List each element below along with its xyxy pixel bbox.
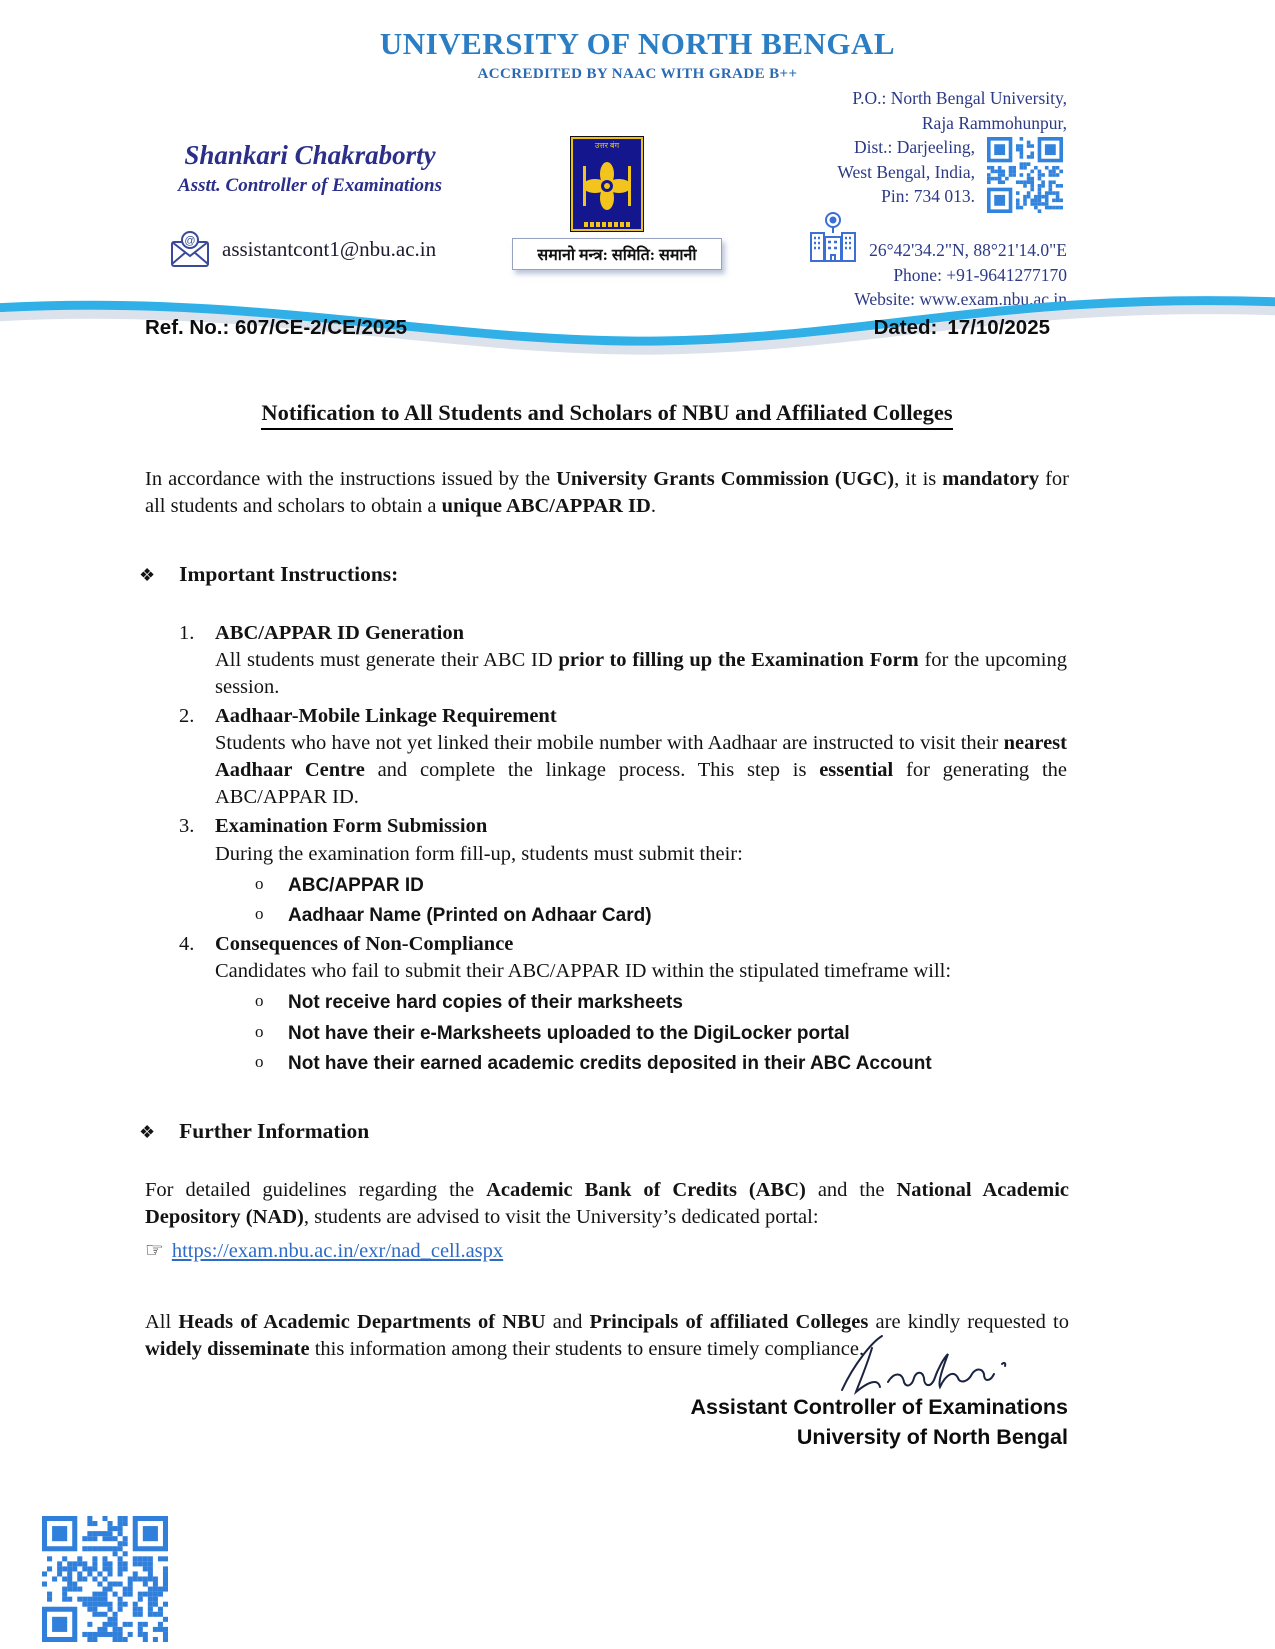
officer-name: Shankari Chakraborty (184, 140, 436, 170)
logo-top-text: उत्तर बंग (594, 141, 620, 150)
list-item: 2. Aadhaar-Mobile Linkage Requirement Students who have not yet linked their mobile number with Aadhaar are instructed to visit their nearest Aadhaar Centre and complete the linkage process. This step is essential for generating the ABC/APPAR ID. (179, 703, 1069, 811)
closing-paragraph: All Heads of Academic Departments of NBU and Principals of affiliated Colleges are kindly requested to widely disseminate this information among their students to ensure timely compliance. (145, 1311, 1069, 1361)
address-line: Raja Rammohunpur, (921, 112, 1067, 133)
sub-bullet: o Not receive hard copies of their marksheets (255, 990, 683, 1013)
instructions-list (179, 620, 1069, 1077)
notification-title: Notification to All Students and Scholars of NBU and Affiliated Colleges (145, 398, 1069, 428)
officer-email[interactable]: assistantcont1@nbu.ac.in (222, 236, 437, 261)
date-value: 17/10/2025 (947, 316, 1050, 339)
reference-number: Ref. No.: 607/CE-2/CE/2025 (145, 316, 408, 339)
portal-link-row (145, 1237, 1069, 1265)
logo-emblem (581, 160, 633, 212)
signatory-organisation: University of North Bengal (796, 1425, 1068, 1449)
address-line: Pin: 734 013. (881, 186, 975, 206)
list-item: 1. ABC/APPAR ID Generation All students must generate their ABC ID prior to filling up the Examination Form for the upcoming session. (179, 620, 1069, 701)
intro-paragraph: In accordance with the instructions issued by the University Grants Commission (UGC), it is mandatory for all students and scholars to obtain a unique ABC/APPAR ID. (145, 467, 1069, 517)
pointing-hand-icon: ☞ (145, 1238, 164, 1263)
sub-bullet: o Not have their earned academic credits deposited in their ABC Account (255, 1052, 932, 1075)
letter-body (139, 398, 1069, 1397)
footer-qr-code (40, 1516, 170, 1642)
diamond-bullet-icon: ❖ (139, 564, 156, 585)
item-body: All students must generate their ABC ID prior to filling up the Examination Form for the upcoming session. (215, 649, 1067, 699)
item-body: Candidates who fail to submit their ABC/APPAR ID within the stipulated timeframe will: (215, 959, 952, 982)
email-icon (168, 230, 212, 268)
item-title: ABC/APPAR ID Generation (215, 622, 465, 645)
further-paragraph: For detailed guidelines regarding the Academic Bank of Credits (ABC) and the National Academic Depository (NAD), students are advised to visit the University’s dedicated portal: (145, 1179, 1069, 1229)
address-line: West Bengal, India, (837, 161, 975, 182)
item-body: During the examination form fill-up, students must submit their: (215, 842, 743, 865)
signatory-block (690, 1392, 1068, 1452)
signatory-designation: Assistant Controller of Examinations (690, 1395, 1068, 1419)
list-item: 3. Examination Form Submission During the examination form fill-up, students must submit their: o ABC/APPAR ID o Aadhaar Name (Printed on Adhaar Card) (179, 813, 1069, 928)
officer-block (120, 140, 500, 197)
address-line: P.O.: North Bengal University, (852, 88, 1067, 108)
phone-line: Phone: +91-9641277170 (893, 264, 1067, 285)
accreditation-line: ACCREDITED BY NAAC WITH GRADE B++ (477, 66, 798, 82)
address-line: Dist.: Darjeeling, (853, 137, 975, 157)
sub-bullet: o Aadhaar Name (Printed on Adhaar Card) (255, 904, 652, 927)
item-title: Aadhaar-Mobile Linkage Requirement (215, 705, 557, 728)
email-row (168, 230, 436, 268)
university-name: UNIVERSITY OF NORTH BENGAL (379, 26, 896, 61)
website-line: Website: www.exam.nbu.ac.in (854, 289, 1067, 309)
university-logo (570, 136, 644, 232)
section-further-information: ❖ Further Information (139, 1118, 370, 1143)
building-location-icon (805, 211, 861, 263)
item-title: Consequences of Non-Compliance (215, 932, 514, 955)
list-item: 4. Consequences of Non-Compliance Candidates who fail to submit their ABC/APPAR ID within the stipulated timeframe will: o Not receive hard copies of their marksheets o Not have their e-Marksheets uploaded to the DigiLocker portal o Not have their earned academic credits deposited in their ABC Account (179, 931, 1069, 1077)
logo-bottom-script (584, 222, 630, 227)
sub-bullet: o Not have their e-Marksheets uploaded to the DigiLocker portal (255, 1021, 850, 1044)
svg-text:@: @ (184, 235, 196, 247)
item-body: Students who have not yet linked their mobile number with Aadhaar are instructed to visit their nearest Aadhaar Centre and complete the linkage process. This step is essential for generating the ABC/APPAR ID. (215, 732, 1067, 809)
motto-plate: समानो मन्त्र: समिति: समानी (512, 238, 722, 270)
portal-link[interactable]: https://exam.nbu.ac.in/exr/nad_cell.aspx (171, 1240, 504, 1263)
section-important-instructions: ❖ Important Instructions: (139, 561, 399, 586)
diamond-bullet-icon: ❖ (139, 1121, 156, 1142)
gps-coordinates: 26°42'34.2"N, 88°21'14.0"E (869, 240, 1067, 260)
dated-field: Dated: 17/10/2025 (873, 316, 1050, 339)
sub-bullet: o ABC/APPAR ID (255, 873, 424, 896)
header-qr-code (987, 137, 1063, 213)
officer-title: Asstt. Controller of Examinations (178, 175, 442, 196)
coordinates-line (805, 211, 1067, 263)
item-title: Examination Form Submission (215, 815, 488, 838)
